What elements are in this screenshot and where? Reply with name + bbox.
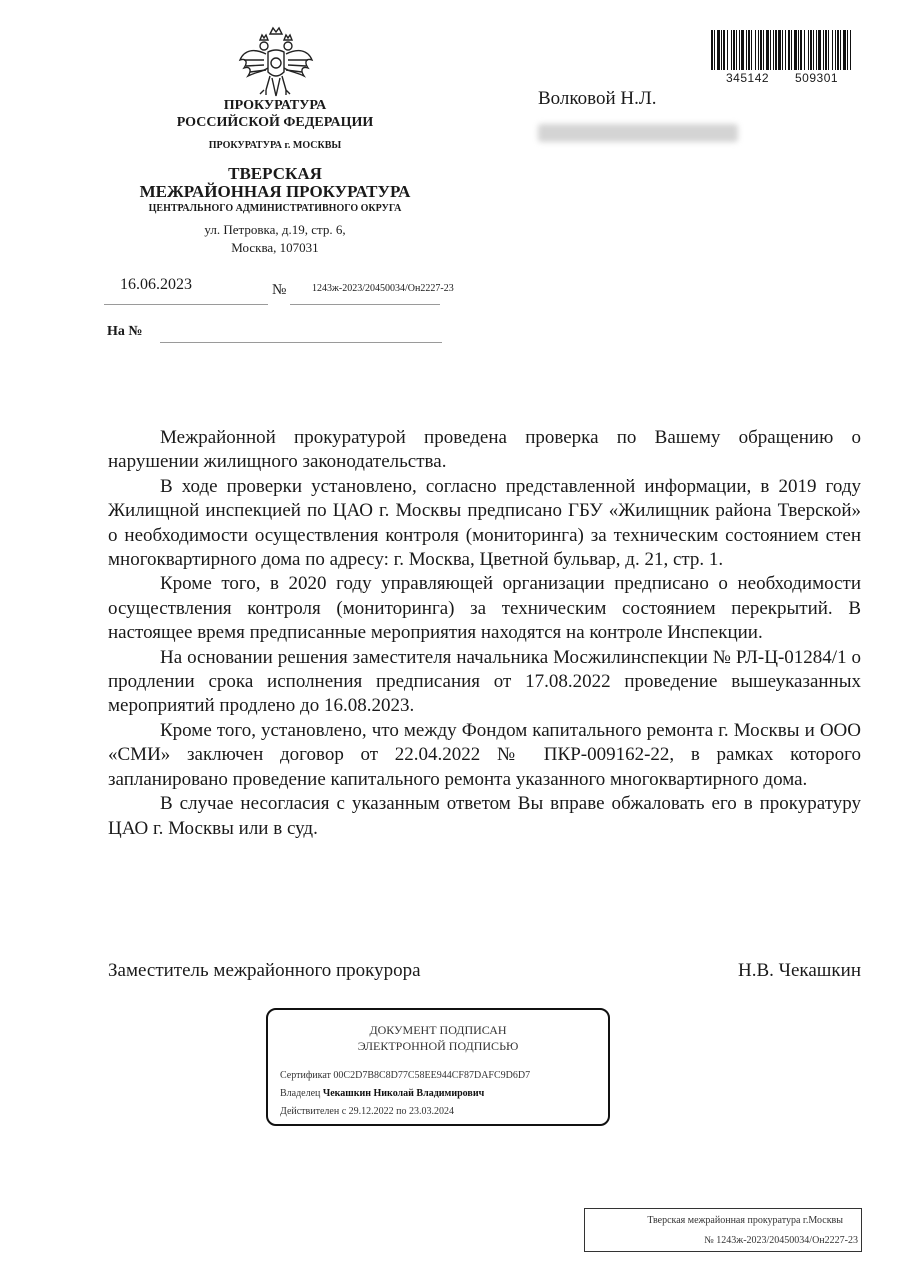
district-name: ЦЕНТРАЛЬНОГО АДМИНИСТРАТИВНОГО ОКРУГА: [148, 203, 402, 214]
body-paragraph: В ходе проверки установлено, согласно представленной информации, в 2019 году Жилищной инспекцией по ЦАО г. Москвы предписано ГБУ «Жилищник района Тверской» о необходимости осуществления контроля (мониторинга) за техническим состоянием стен многоквартирного дома по адресу: г. Москва, Цветной бульвар, д. 21, стр. 1.: [108, 475, 861, 571]
registration-number: 1243ж-2023/20450034/Он2227-23: [312, 283, 454, 294]
registration-box-office: Тверская межрайонная прокуратура г.Москвы: [647, 1215, 843, 1226]
signatory-name: Н.В. Чекашкин: [738, 960, 861, 981]
stamp-title: ДОКУМЕНТ ПОДПИСАН ЭЛЕКТРОННОЙ ПОДПИСЬЮ: [357, 1023, 519, 1053]
redacted-recipient-detail: [538, 124, 738, 142]
barcode-icon: [710, 30, 853, 72]
body-paragraph: В случае несогласия с указанным ответом Вы вправе обжаловать его в прокуратуру ЦАО г. Москвы или в суд.: [108, 793, 861, 839]
number-underline: [290, 304, 440, 305]
document-date: 16.06.2023: [120, 276, 192, 293]
office-name: ТВЕРСКАЯ МЕЖРАЙОННАЯ ПРОКУРАТУРА: [139, 164, 411, 201]
barcode-digits-right: 509301: [795, 71, 839, 85]
letter-body: [108, 426, 861, 841]
stamp-validity: Действителен с 29.12.2022 по 23.03.2024: [280, 1106, 455, 1117]
registration-box: [584, 1208, 862, 1252]
stamp-owner: Владелец Чекашкин Николай Владимирович: [280, 1088, 485, 1099]
body-paragraph: Кроме того, в 2020 году управляющей организации предписано о необходимости осуществления контроля (мониторинга) за техническим состоянием перекрытий. В настоящее время предписанные мероприятия находятся на контроле Инспекции.: [108, 573, 861, 644]
body-paragraph: На основании решения заместителя начальника Мосжилинспекции № РЛ-Ц-01284/1 о продлении срока исполнения предписания от 17.08.2022 проведение вышеуказанных мероприятий продлено до 16.08.2023.: [108, 646, 861, 717]
registration-box-number: № 1243ж-2023/20450034/Он2227-23: [704, 1235, 858, 1246]
org-subdivision: ПРОКУРАТУРА г. МОСКВЫ: [208, 140, 342, 151]
barcode-digits-left: 345142: [726, 71, 770, 85]
signatory-title: Заместитель межрайонного прокурора: [108, 960, 421, 981]
stamp-certificate: Сертификат 00C2D7B8C8D77C58EE944CF87DAFC9D6D7: [280, 1070, 531, 1081]
double-headed-eagle-icon: [236, 20, 316, 104]
date-underline: [104, 304, 268, 305]
recipient-name: Волковой Н.Л.: [538, 88, 657, 109]
number-sign: №: [272, 282, 287, 298]
office-address: ул. Петровка, д.19, стр. 6, Москва, 107031: [204, 222, 346, 255]
body-paragraph: Кроме того, установлено, что между Фондом капитального ремонта г. Москвы и ООО «СМИ» заключен договор от 22.04.2022 № ПКР-009162-22, в рамках которого запланировано проведение капитального ремонта указанного многоквартирного дома.: [108, 719, 861, 790]
reference-label: На №: [107, 324, 143, 339]
body-paragraph: Межрайонной прокуратурой проведена проверка по Вашему обращению о нарушении жилищного законодательства.: [108, 427, 861, 473]
org-name: ПРОКУРАТУРА РОССИЙСКОЙ ФЕДЕРАЦИИ: [176, 98, 374, 130]
e-signature-stamp: [266, 1008, 610, 1126]
reference-underline: [160, 342, 442, 343]
